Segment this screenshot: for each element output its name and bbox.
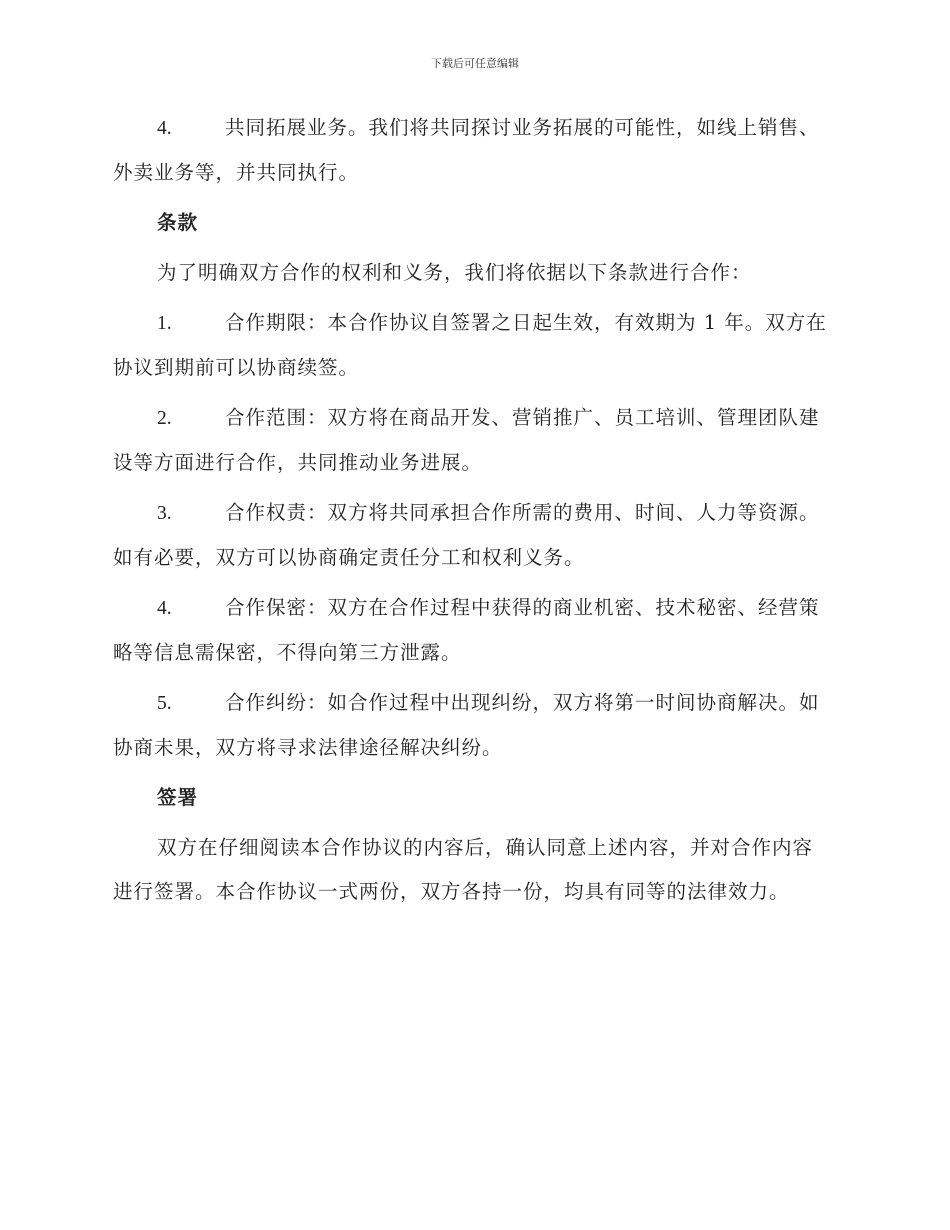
term-item-1	[113, 301, 831, 390]
item-text: 合作范围：双方将在商品开发、营销推广、员工培训、管理团队建设等方面进行合作，共同推动业务进展。	[113, 406, 820, 474]
signing-paragraph: 双方在仔细阅读本合作协议的内容后，确认同意上述内容，并对合作内容进行签署。本合作协议一式两份，双方各持一份，均具有同等的法律效力。	[113, 836, 814, 903]
term-item-4	[113, 586, 831, 675]
item-number: 1.	[157, 313, 172, 334]
item-text: 合作期限：本合作协议自签署之日起生效，有效期为 1 年。双方在协议到期前可以协商续签。	[113, 311, 827, 379]
item-number: 4.	[157, 598, 172, 619]
item-number: 5.	[157, 693, 172, 714]
term-item-2	[113, 396, 831, 485]
item-number: 2.	[157, 408, 172, 429]
document-body	[113, 106, 831, 920]
term-item-5	[113, 681, 831, 770]
term-item-3	[113, 491, 831, 580]
item-text: 合作权责：双方将共同承担合作所需的费用、时间、人力等资源。如有必要，双方可以协商确定责任分工和权利义务。	[113, 501, 820, 569]
business-item-4	[113, 106, 831, 195]
item-number: 4.	[157, 118, 172, 139]
item-text: 合作保密：双方在合作过程中获得的商业机密、技术秘密、经营策略等信息需保密，不得向第三方泄露。	[113, 596, 820, 664]
item-text: 合作纠纷：如合作过程中出现纠纷，双方将第一时间协商解决。如协商未果，双方将寻求法律途径解决纠纷。	[113, 691, 820, 759]
terms-intro: 为了明确双方合作的权利和义务，我们将依据以下条款进行合作：	[157, 261, 752, 284]
section-heading-signing: 签署	[157, 786, 199, 809]
section-heading-terms: 条款	[157, 211, 199, 234]
item-number: 3.	[157, 503, 172, 524]
item-text: 共同拓展业务。我们将共同探讨业务拓展的可能性，如线上销售、外卖业务等，并共同执行。	[113, 116, 820, 184]
page-header: 下载后可任意编辑	[431, 57, 519, 70]
